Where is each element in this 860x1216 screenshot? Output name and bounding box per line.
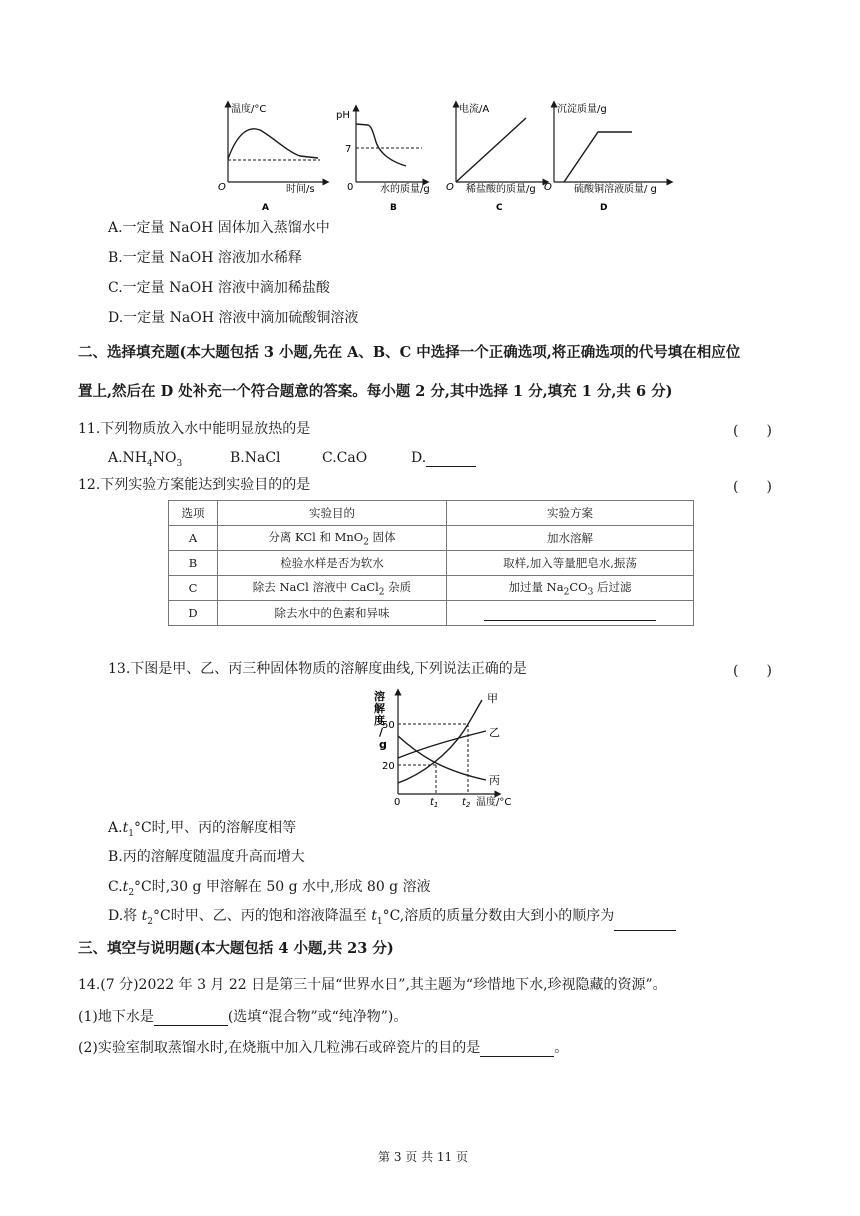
q13-option-b: B.丙的溶解度随温度升高而增大 xyxy=(108,849,305,865)
q10-graphs xyxy=(200,96,680,214)
row-b-plan: 取样,加入等量肥皂水,振荡 xyxy=(447,551,694,576)
q13-d-t2: t xyxy=(371,908,377,924)
row-d-plan-blank[interactable] xyxy=(484,606,656,621)
q13-d-text2: °C,溶质的质量分数由大到小的顺序为 xyxy=(382,908,615,924)
row-c-purpose-sub: 2 xyxy=(378,587,385,598)
q13-c-prefix: C. xyxy=(108,879,123,895)
q11-stem: 11.下列物质放入水中能明显放热的是 xyxy=(78,421,311,437)
series-label-bing: 丙 xyxy=(489,774,500,787)
series-label-jia: 甲 xyxy=(487,692,498,705)
svg-text:溶解度/g: 溶解度/ g xyxy=(374,690,387,751)
q14-part1 xyxy=(78,1008,407,1026)
graph-d-ylabel: 沉淀质量/g xyxy=(557,104,607,115)
q11-answer-paren: ( ) xyxy=(733,423,772,439)
row-d-option: D xyxy=(169,601,218,626)
graph-a-origin: O xyxy=(218,182,226,193)
q13-stem: 13.下图是甲、乙、丙三种固体物质的溶解度曲线,下列说法正确的是 xyxy=(108,661,527,677)
solubility-xlabel: 温度/°C xyxy=(476,797,512,808)
row-a-plan: 加水溶解 xyxy=(447,526,694,551)
graph-c-tag: C xyxy=(496,203,503,213)
row-a-purpose-sub: 2 xyxy=(363,537,369,548)
page-number: 第 3 页 共 11 页 xyxy=(378,1150,468,1164)
row-c-option: C xyxy=(169,576,218,601)
q14-part1-text2: (选填“混合物”或“纯净物”)。 xyxy=(227,1009,408,1025)
graph-b-tag: B xyxy=(390,203,397,213)
q12-table xyxy=(168,500,694,626)
graph-a-xlabel: 时间/s xyxy=(286,184,315,195)
graph-b-xlabel: 水的质量/g xyxy=(380,184,430,195)
graph-c-origin: O xyxy=(446,182,454,193)
q13-d-text: °C时甲、乙、丙的饱和溶液降温至 xyxy=(153,908,372,924)
graph-b-origin: 0 xyxy=(347,182,354,193)
table-row xyxy=(169,526,694,551)
row-a-purpose-text2: 固体 xyxy=(368,529,396,544)
graph-b xyxy=(336,108,430,213)
graph-b-ylabel: pH xyxy=(336,110,350,121)
table-header-row xyxy=(169,501,694,526)
q13-d-sub2: 1 xyxy=(376,916,383,927)
graph-a xyxy=(218,102,326,213)
table-row xyxy=(169,601,694,626)
q13-d-t1: t xyxy=(141,908,148,924)
q13-option-a xyxy=(108,819,296,843)
graph-d-tag: D xyxy=(600,203,608,213)
q11-a-text: A.NH xyxy=(108,450,148,466)
graph-d xyxy=(544,102,670,213)
q14-part1-text: (1)地下水是 xyxy=(78,1009,154,1025)
q13-option-c xyxy=(108,878,431,902)
q14-part2-text: (2)实验室制取蒸馏水时,在烧瓶中加入几粒沸石或碎瓷片的目的是 xyxy=(78,1040,481,1056)
q12-answer-paren: ( ) xyxy=(733,479,772,495)
q11-d-blank[interactable] xyxy=(426,451,476,467)
row-c-plan-sub1: 2 xyxy=(563,587,570,598)
q11-option-d xyxy=(411,449,476,467)
q13-a-text: °C时,甲、丙的溶解度相等 xyxy=(133,820,297,836)
section2-heading-line2: 置上,然后在 D 处补充一个符合题意的答案。每小题 2 分,其中选择 1 分,填充 1 分,共 6 分) xyxy=(78,383,673,400)
graph-c-xlabel: 稀盐酸的质量/g xyxy=(466,184,536,195)
q13-a-sub: 1 xyxy=(128,828,134,839)
row-c-plan-sub2: 3 xyxy=(587,587,594,598)
q13-c-t: t xyxy=(122,879,129,895)
row-c-plan-text3: 后过滤 xyxy=(593,579,632,594)
q11-a-sub1: 4 xyxy=(147,458,153,469)
row-c-plan-text: 加过量 Na xyxy=(508,579,564,594)
row-b-purpose: 检验水样是否为软水 xyxy=(218,551,447,576)
row-b-option: B xyxy=(169,551,218,576)
q13-c-text: °C时,30 g 甲溶解在 50 g 水中,形成 80 g 溶液 xyxy=(134,879,431,895)
section2-heading-line1: 二、选择填充题(本大题包括 3 小题,先在 A、B、C 中选择一个正确选项,将正确选项的代号填在相应位 xyxy=(78,344,741,361)
table-row xyxy=(169,551,694,576)
table-row xyxy=(169,576,694,601)
series-label-yi: 乙 xyxy=(489,726,500,739)
q13-option-d xyxy=(108,907,676,931)
row-c-purpose-text2: 杂质 xyxy=(384,579,412,594)
q13-a-t: t xyxy=(122,820,129,836)
q10-option-c: C.一定量 NaOH 溶液中滴加稀盐酸 xyxy=(108,280,330,296)
origin-label: 0 xyxy=(394,797,401,808)
q14-part2-text2: 。 xyxy=(554,1040,569,1056)
q11-a-text2: NO xyxy=(152,450,177,466)
q10-option-b: B.一定量 NaOH 溶液加水稀释 xyxy=(108,250,302,266)
solubility-chart xyxy=(368,686,528,810)
q10-option-a: A.一定量 NaOH 固体加入蒸馏水中 xyxy=(108,220,330,236)
row-d-plan xyxy=(447,601,694,626)
graph-b-tick7: 7 xyxy=(345,144,352,155)
q14-part2-blank[interactable] xyxy=(480,1041,554,1057)
q14-part1-blank[interactable] xyxy=(154,1010,228,1026)
xtick-t2: $t_2$ xyxy=(462,797,471,809)
q13-a-prefix: A. xyxy=(108,820,123,836)
xtick-t1: $t_1$ xyxy=(430,797,439,809)
header-purpose: 实验目的 xyxy=(218,501,447,526)
q14-stem: 14.(7 分)2022 年 3 月 22 日是第三十届“世界水日”,其主题为“珍惜地下水,珍视隐藏的资源”。 xyxy=(78,977,667,993)
graph-d-origin: O xyxy=(544,182,552,193)
q11-a-sub2: 3 xyxy=(176,458,183,469)
q13-d-sub1: 2 xyxy=(147,916,154,927)
curve-jia xyxy=(398,700,482,783)
curve-yi xyxy=(398,731,486,758)
graph-a-tag: A xyxy=(262,203,269,213)
section3-heading: 三、填空与说明题(本大题包括 4 小题,共 23 分) xyxy=(78,940,394,957)
graph-c xyxy=(446,102,546,213)
header-plan: 实验方案 xyxy=(447,501,694,526)
q13-answer-paren: ( ) xyxy=(733,663,772,679)
row-a-option: A xyxy=(169,526,218,551)
q11-option-b: B.NaCl xyxy=(230,450,281,466)
q14-part2 xyxy=(78,1039,568,1057)
row-c-plan-text2: CO xyxy=(569,579,588,594)
row-a-purpose xyxy=(218,526,447,551)
row-a-purpose-text: 分离 KCl 和 MnO xyxy=(268,529,364,544)
q13-d-blank[interactable] xyxy=(614,915,676,931)
row-c-plan xyxy=(447,576,694,601)
q10-option-d: D.一定量 NaOH 溶液中滴加硫酸铜溶液 xyxy=(108,310,359,326)
q11-option-c: C.CaO xyxy=(322,450,368,466)
ytick-50: 50 xyxy=(382,720,395,731)
row-c-purpose-text: 除去 NaCl 溶液中 CaCl xyxy=(252,579,379,594)
row-c-purpose xyxy=(218,576,447,601)
ytick-20: 20 xyxy=(382,761,395,772)
graph-d-xlabel: 硫酸铜溶液质量/ g xyxy=(574,184,657,195)
header-option: 选项 xyxy=(169,501,218,526)
graph-c-ylabel: 电流/A xyxy=(459,104,490,115)
q12-stem: 12.下列实验方案能达到实验目的的是 xyxy=(78,477,311,493)
q13-c-sub: 2 xyxy=(128,887,135,898)
q11-d-label: D. xyxy=(411,450,427,466)
graph-a-ylabel: 温度/°C xyxy=(231,104,267,115)
q11-option-a xyxy=(108,449,182,473)
row-d-purpose: 除去水中的色素和异味 xyxy=(218,601,447,626)
q13-d-prefix: D.将 xyxy=(108,908,142,924)
